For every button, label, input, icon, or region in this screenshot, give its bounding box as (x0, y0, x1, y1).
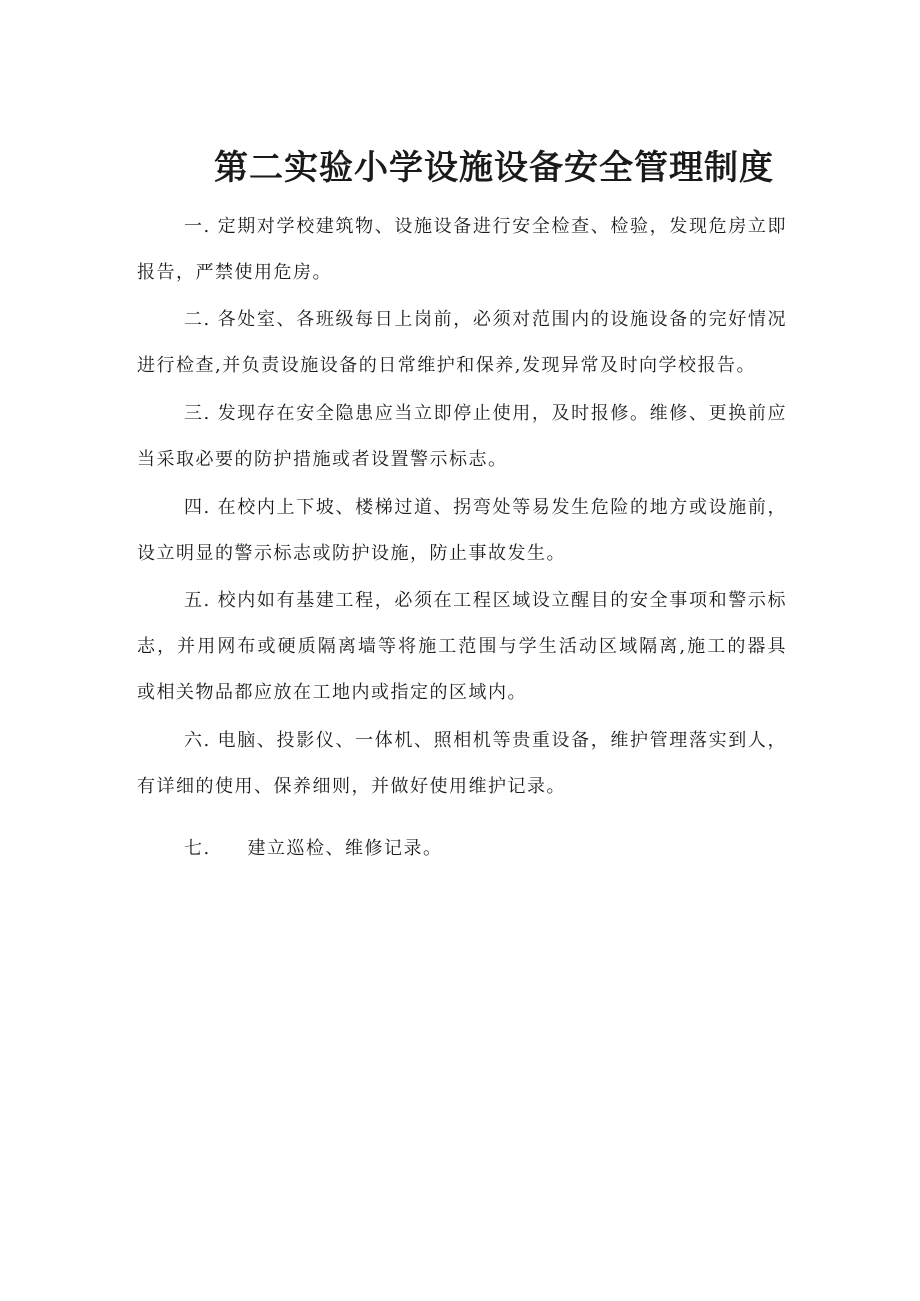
article-separator: . (203, 497, 211, 518)
article-separator: . (203, 838, 211, 859)
article-3 (137, 391, 787, 483)
article-number: 三 (184, 403, 204, 424)
article-5 (137, 578, 787, 716)
article-separator: . (203, 730, 211, 751)
article-1 (137, 204, 787, 296)
article-text: 发现存在安全隐患应当立即停止使用，及时报修。维修、更换前应当采取必要的防护措施或者设置警示标志。 (137, 403, 787, 470)
article-text: 建立巡检、维修记录。 (247, 838, 443, 859)
article-number: 一 (184, 216, 204, 237)
article-4 (137, 485, 787, 577)
article-number: 四 (184, 497, 204, 518)
article-separator: . (203, 309, 211, 330)
article-6 (137, 718, 787, 810)
article-text: 电脑、投影仪、一体机、照相机等贵重设备，维护管理落实到人，有详细的使用、保养细则，并做好使用维护记录。 (137, 730, 787, 797)
article-text: 定期对学校建筑物、设施设备进行安全检查、检验，发现危房立即报告，严禁使用危房。 (137, 216, 787, 283)
article-number: 六 (184, 730, 204, 751)
article-number: 五 (184, 590, 204, 611)
article-2 (137, 297, 787, 389)
article-separator: . (203, 216, 211, 237)
article-text: 各处室、各班级每日上岗前，必须对范围内的设施设备的完好情况进行检查,并负责设施设备的日常维护和保养,发现异常及时向学校报告。 (137, 309, 787, 376)
article-number: 七 (184, 838, 204, 859)
document-title: 第二实验小学设施设备安全管理制度 (214, 147, 774, 188)
article-text: 在校内上下坡、楼梯过道、拐弯处等易发生危险的地方或设施前，设立明显的警示标志或防护设施，防止事故发生。 (137, 497, 787, 564)
article-separator: . (203, 403, 211, 424)
article-text: 校内如有基建工程，必须在工程区域设立醒目的安全事项和警示标志，并用网布或硬质隔离墙等将施工范围与学生活动区域隔离,施工的器具或相关物品都应放在工地内或指定的区域内。 (137, 590, 787, 703)
article-separator: . (203, 590, 211, 611)
article-7 (137, 826, 787, 872)
article-number: 二 (184, 309, 204, 330)
